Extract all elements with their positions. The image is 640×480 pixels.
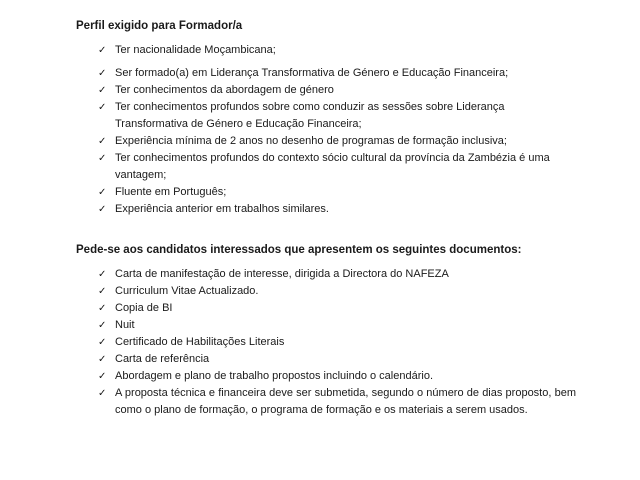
list-item-text: Curriculum Vitae Actualizado. [115,285,259,297]
section-heading-documents: Pede-se aos candidatos interessados que apresentem os seguintes documentos: [76,244,522,256]
list-item [76,385,576,419]
list-item [76,300,576,317]
check-icon: ✓ [98,68,107,79]
list-item-text: Ter conhecimentos profundos sobre como conduzir as sessões sobre Liderança Transformativa de Género e Educação Financeira; [115,101,505,130]
list-item [76,65,576,82]
list-item-text: Fluente em Português; [115,186,227,198]
document-page [76,18,576,419]
list-item [76,368,576,385]
required-documents-list [76,266,576,419]
list-item-text: Ter conhecimentos da abordagem de género [115,84,334,96]
list-item [76,99,576,133]
check-icon: ✓ [98,204,107,215]
list-item [76,317,576,334]
profile-requirements-list [76,42,576,218]
check-icon: ✓ [98,320,107,331]
list-item [76,266,576,283]
section-heading-profile: Perfil exigido para Formador/a [76,20,243,32]
list-item-text: Certificado de Habilitações Literais [115,336,285,348]
list-item-text: Nuit [115,319,135,331]
check-icon: ✓ [98,303,107,314]
list-item [76,133,576,150]
list-item-text: Carta de manifestação de interesse, dirigida a Directora do NAFEZA [115,268,449,280]
list-item-text: A proposta técnica e financeira deve ser submetida, segundo o número de dias proposto, bem como o plano de formação, o programa de formação e os materiais a serem usados. [115,387,576,416]
list-item [76,283,576,300]
list-item [76,42,576,59]
check-icon: ✓ [98,45,107,56]
check-icon: ✓ [98,85,107,96]
list-item [76,201,576,218]
check-icon: ✓ [98,337,107,348]
check-icon: ✓ [98,187,107,198]
check-icon: ✓ [98,136,107,147]
check-icon: ✓ [98,371,107,382]
check-icon: ✓ [98,354,107,365]
list-item-text: Carta de referência [115,353,210,365]
list-item-text: Experiência anterior em trabalhos similares. [115,203,329,215]
list-item-text: Experiência mínima de 2 anos no desenho de programas de formação inclusiva; [115,135,507,147]
check-icon: ✓ [98,269,107,280]
list-item [76,184,576,201]
check-icon: ✓ [98,102,107,113]
list-item-text: Ter conhecimentos profundos do contexto sócio cultural da província da Zambézia é uma vantagem; [115,152,550,181]
list-item [76,334,576,351]
list-item [76,150,576,184]
list-item [76,351,576,368]
check-icon: ✓ [98,153,107,164]
list-item-text: Abordagem e plano de trabalho propostos incluindo o calendário. [115,370,433,382]
list-item [76,82,576,99]
check-icon: ✓ [98,388,107,399]
list-item-text: Ser formado(a) em Liderança Transformativa de Género e Educação Financeira; [115,67,509,79]
check-icon: ✓ [98,286,107,297]
list-item-text: Ter nacionalidade Moçambicana; [115,44,276,56]
list-item-text: Copia de BI [115,302,173,314]
